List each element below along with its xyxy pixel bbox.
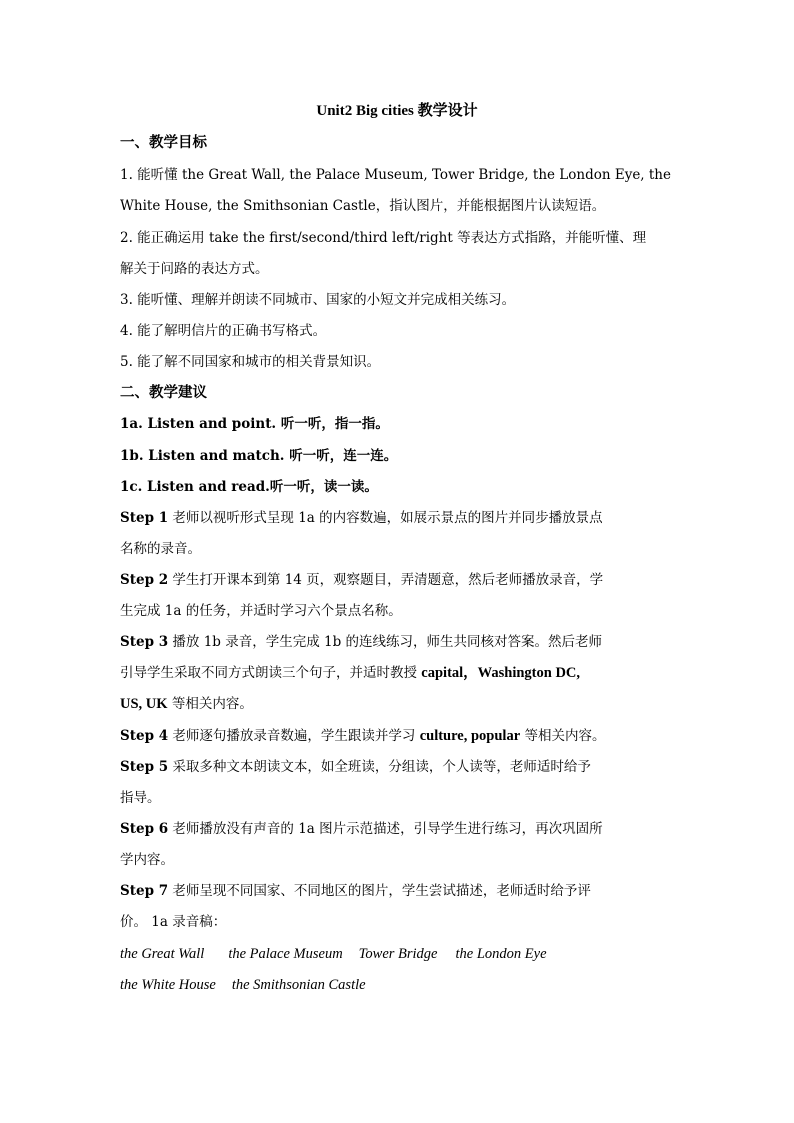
step-6-line-2: 学内容。 (120, 852, 174, 868)
objective-1-line-2: White House, the Smithsonian Castle，指认图片，并能根据图片认读短语。 (120, 198, 606, 214)
script-item: the Palace Museum (228, 946, 343, 962)
document-title: Unit2 Big cities 教学设计 (316, 103, 478, 119)
step-6-line-1 (120, 819, 680, 839)
step-7-text: 老师呈现不同国家、不同地区的图片，学生尝试描述，老师适时给予评 (172, 883, 591, 899)
step-7-line-1 (120, 881, 680, 901)
objective-2-line-2: 解关于问路的表达方式。 (120, 261, 269, 277)
activity-1c: 1c. Listen and read.听一听，读一读。 (120, 479, 378, 495)
step-3-text-2a: 引导学生采取不同方式朗读三个句子，并适时教授 (120, 665, 422, 681)
objective-1-line-1: 1. 能听懂 the Great Wall, the Palace Museum, Tower Bridge, the London Eye, the (120, 167, 671, 183)
script-item: the White House (120, 977, 216, 993)
objective-2-line-1: 2. 能正确运用 take the first/second/third left/right 等表达方式指路，并能听懂、理 (120, 230, 647, 246)
step-3-line-1 (120, 632, 680, 652)
script-item: the Great Wall (120, 946, 205, 962)
step-5-line-1 (120, 757, 680, 777)
step-1-text: 老师以视听形式呈现 1a 的内容数遍，如展示景点的图片并同步播放景点 (172, 510, 603, 526)
step-4-line-1 (120, 726, 680, 746)
script-line-2 (120, 975, 680, 995)
section-heading-objectives: 一、教学目标 (120, 134, 207, 151)
script-line-1 (120, 944, 680, 964)
step-1-label: Step 1 (120, 510, 169, 526)
script-item: Tower Bridge (358, 946, 438, 962)
objective-4: 4. 能了解明信片的正确书写格式。 (120, 323, 327, 339)
step-6-label: Step 6 (120, 821, 169, 837)
step-3-text-3b: 等相关内容。 (167, 696, 253, 712)
step-4-text-c: 等相关内容。 (520, 728, 606, 744)
step-2-line-1 (120, 570, 680, 590)
activity-1b: 1b. Listen and match. 听一听，连一连。 (120, 448, 398, 464)
step-1-line-2: 名称的录音。 (120, 541, 201, 557)
step-3-line-2 (120, 663, 680, 683)
step-6-text: 老师播放没有声音的 1a 图片示范描述，引导学生进行练习，再次巩固所 (172, 821, 603, 837)
step-3-label: Step 3 (120, 634, 169, 650)
step-5-line-2: 指导。 (120, 790, 161, 806)
step-3-text: 播放 1b 录音，学生完成 1b 的连线练习，师生共同核对答案。然后老师 (172, 634, 603, 650)
objective-5: 5. 能了解不同国家和城市的相关背景知识。 (120, 354, 381, 370)
step-3-text-2b: capital，Washington DC, (421, 665, 581, 681)
step-1-line-1 (120, 508, 680, 528)
activity-1a: 1a. Listen and point. 听一听，指一指。 (120, 416, 389, 432)
step-3-line-3 (120, 694, 680, 714)
step-7-line-2: 价。 1a 录音稿： (120, 914, 227, 930)
step-4-text-a: 老师逐句播放录音数遍，学生跟读并学习 (172, 728, 420, 744)
section-heading-suggestions: 二、教学建议 (120, 384, 207, 401)
script-item: the Smithsonian Castle (231, 977, 366, 993)
step-2-line-2: 生完成 1a 的任务，并适时学习六个景点名称。 (120, 603, 402, 619)
step-2-label: Step 2 (120, 572, 169, 588)
step-5-text: 采取多种文本朗读文本，如全班读，分组读，个人读等，老师适时给予 (172, 759, 591, 775)
step-4-text-b: culture, popular (419, 728, 521, 744)
step-7-label: Step 7 (120, 883, 169, 899)
step-5-label: Step 5 (120, 759, 169, 775)
step-2-text: 学生打开课本到第 14 页，观察题目，弄清题意，然后老师播放录音，学 (172, 572, 604, 588)
step-4-label: Step 4 (120, 728, 169, 744)
step-3-text-3a: US, UK (120, 696, 168, 712)
script-item: the London Eye (455, 946, 547, 962)
objective-3: 3. 能听懂、理解并朗读不同城市、国家的小短文并完成相关练习。 (120, 292, 516, 308)
